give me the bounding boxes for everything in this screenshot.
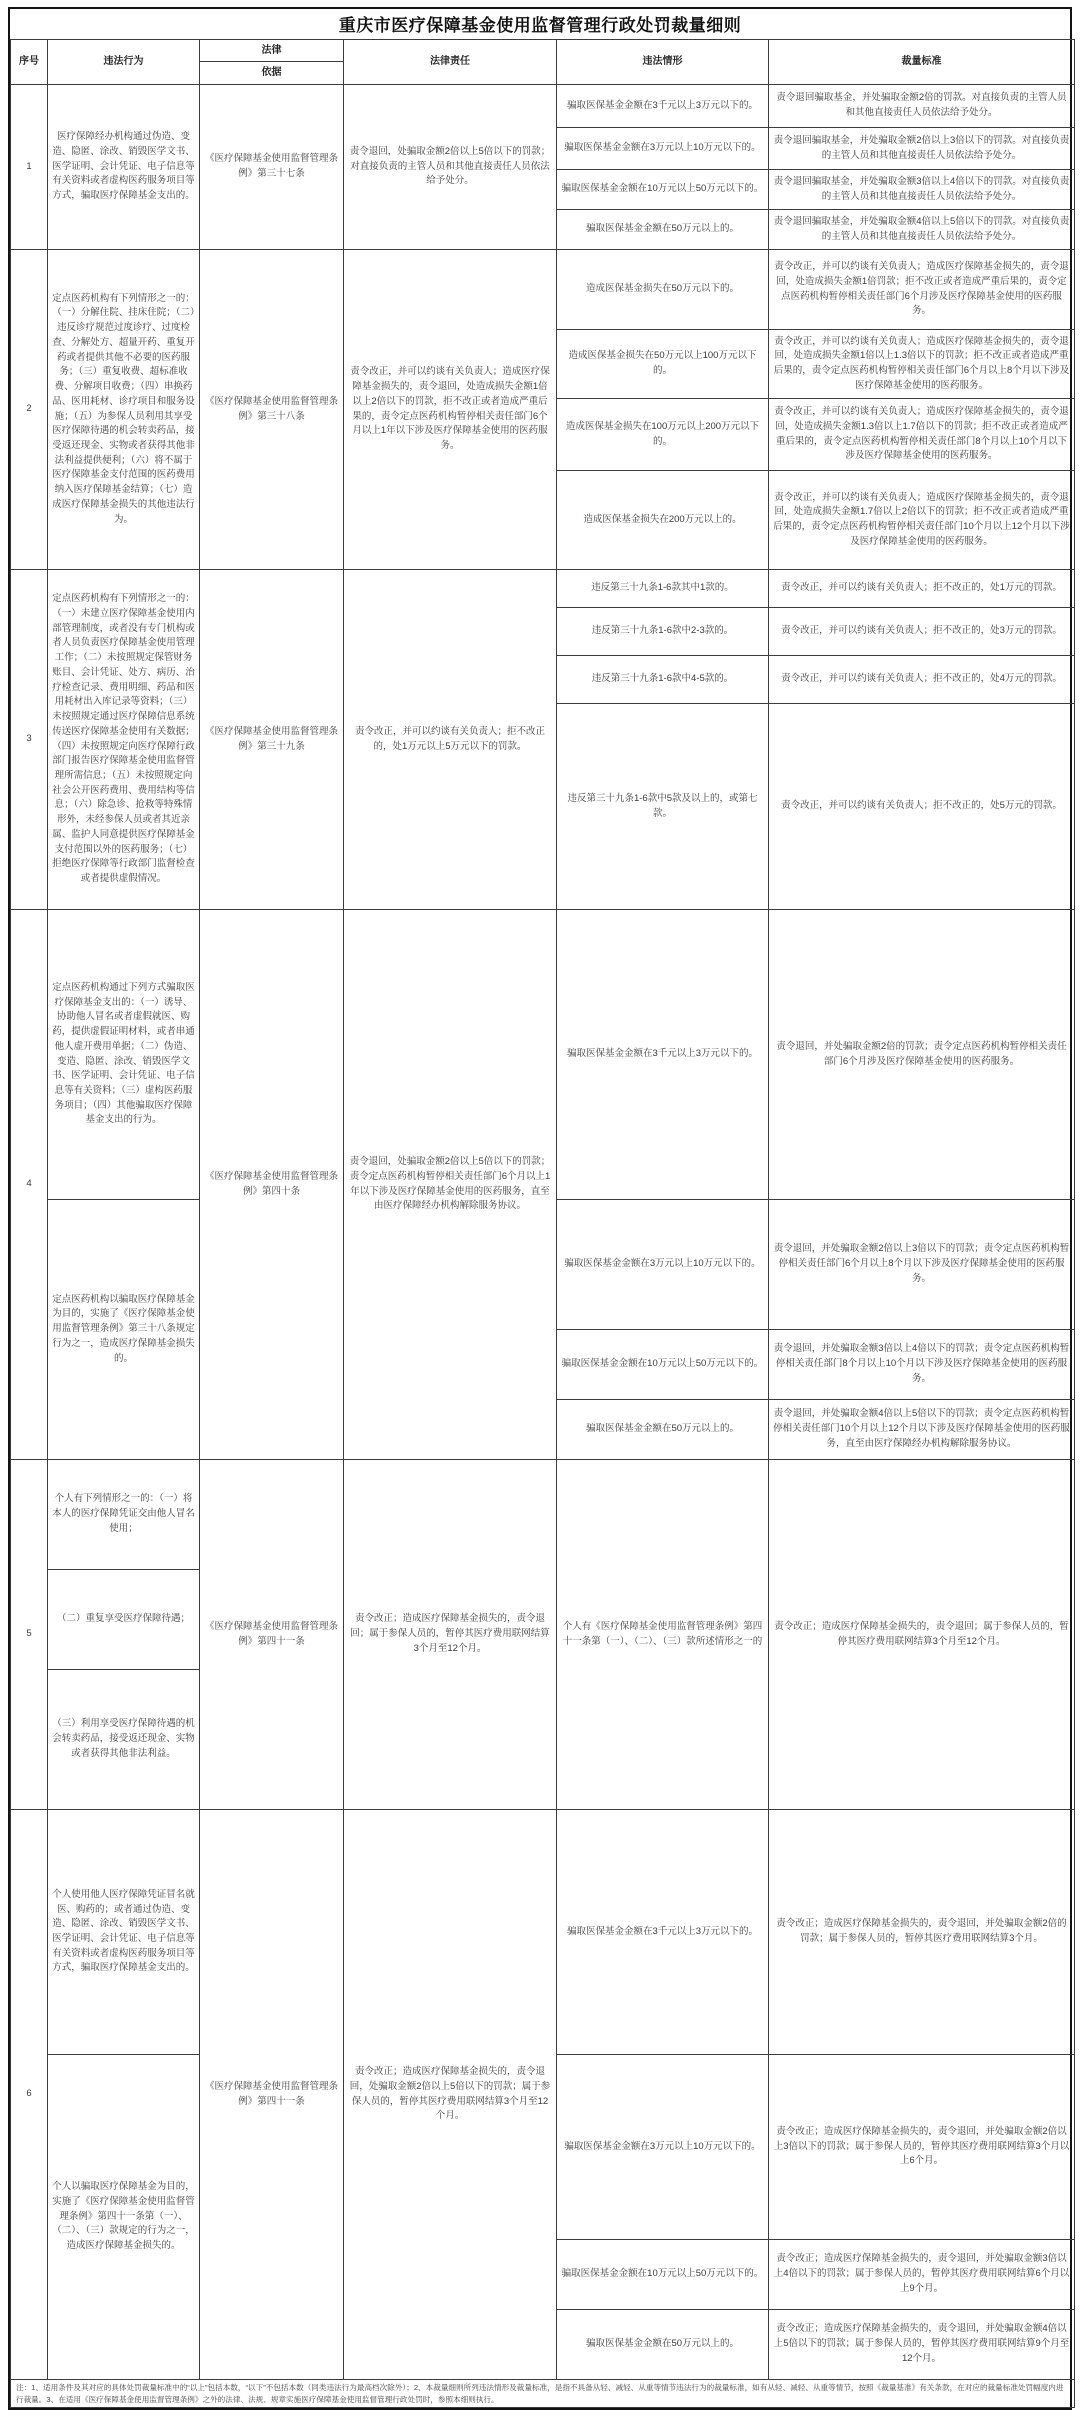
header-basis-bottom: 依据 — [200, 62, 344, 85]
row1-standard-2: 责令退回骗取基金，并处骗取金额2倍以上3倍以下的罚款。对直接负责的主管人员和其他直接责任人员依法给予处分。 — [769, 128, 1075, 170]
row6-behavior-2: 个人以骗取医疗保障基金为目的，实施了《医疗保障基金使用监督管理条例》第四十一条第（一）、（二）、（三）款规定的行为之一，造成医疗保障基金损失的。 — [48, 2055, 200, 2380]
row4-circumstance-3: 骗取医保基金金额在10万元以上50万元以下的。 — [557, 1330, 769, 1400]
row1-circumstance-3: 骗取医保基金金额在10万元以上50万元以下的。 — [557, 170, 769, 210]
row1-circumstance-1: 骗取医保基金金额在3千元以上3万元以下的。 — [557, 85, 769, 128]
row1-behavior: 医疗保障经办机构通过伪造、变造、隐匿、涂改、销毁医学文书、医学证明、会计凭证、电子信息等有关资料或者虚构医药服务项目等方式，骗取医疗保障基金支出的。 — [48, 85, 200, 250]
row4-circumstance-4: 骗取医保基金金额在50万元以上的。 — [557, 1400, 769, 1460]
row3-standard-1: 责令改正，并可以约谈有关负责人；拒不改正的，处1万元的罚款。 — [769, 570, 1075, 608]
row4-behavior-1: 定点医药机构通过下列方式骗取医疗保障基金支出的：（一）诱导、协助他人冒名或者虚假就医、购药，提供虚假证明材料，或者串通他人虚开费用单据；（二）伪造、变造、隐匿、涂改、销毁医学文书、医学证明、会计凭证、电子信息等有关资料；（三）虚构医药服务项目；（四）其他骗取医疗保障基金支出的行为。 — [48, 910, 200, 1200]
penalty-discretion-table — [10, 39, 1075, 2408]
row2-circumstance-1: 造成医保基金损失在50万元以下的。 — [557, 250, 769, 330]
header-behavior: 违法行为 — [48, 40, 200, 85]
row2-standard-4: 责令改正，并可以约谈有关负责人；造成医疗保障基金损失的，责令退回，处造成损失金额1.7倍以上2倍以下的罚款；拒不改正或者造成严重后果的，责令定点医药机构暂停相关责任部门10个月以上12个月以下涉及医疗保障基金使用的医药服务。 — [769, 471, 1075, 570]
row6-standard-3: 责令改正；造成医疗保障基金损失的，责令退回，并处骗取金额3倍以上4倍以下的罚款；属于参保人员的，暂停其医疗费用联网结算6个月以上9个月。 — [769, 2240, 1075, 2310]
row4-seq: 4 — [11, 910, 48, 1460]
row6-liability: 责令改正；造成医疗保障基金损失的，责令退回，处骗取金额2倍以上5倍以下的罚款；属于参保人员的，暂停其医疗费用联网结算3个月至12个月。 — [344, 1810, 557, 2380]
row1-basis: 《医疗保障基金使用监督管理条例》第三十七条 — [200, 85, 344, 250]
row4-behavior-2: 定点医药机构以骗取医疗保障基金为目的，实施了《医疗保障基金使用监督管理条例》第三十八条规定行为之一，造成医疗保障基金损失的。 — [48, 1200, 200, 1460]
row6-seq: 6 — [11, 1810, 48, 2380]
row5-behavior-1: 个人有下列情形之一的：（一）将本人的医疗保障凭证交由他人冒名使用； — [48, 1460, 200, 1570]
row4-circumstance-2: 骗取医保基金金额在3万元以上10万元以下的。 — [557, 1200, 769, 1330]
page-title: 重庆市医疗保障基金使用监督管理行政处罚裁量细则 — [338, 16, 742, 35]
row3-circumstance-3: 违反第三十九条1-6款中4-5款的。 — [557, 656, 769, 704]
row4-standard-3: 责令退回，并处骗取金额3倍以上4倍以下的罚款；责令定点医药机构暂停相关责任部门8个月以上10个月以下涉及医疗保障基金使用的医药服务。 — [769, 1330, 1075, 1400]
row4-standard-2: 责令退回，并处骗取金额2倍以上3倍以下的罚款；责令定点医药机构暂停相关责任部门6个月以上8个月以下涉及医疗保障基金使用的医药服务。 — [769, 1200, 1075, 1330]
row6-standard-2: 责令改正；造成医疗保障基金损失的，责令退回，并处骗取金额2倍以上3倍以下的罚款；属于参保人员的，暂停其医疗费用联网结算3个月以上6个月。 — [769, 2055, 1075, 2240]
row5-basis: 《医疗保障基金使用监督管理条例》第四十一条 — [200, 1460, 344, 1810]
row6-circumstance-2: 骗取医保基金金额在3万元以上10万元以下的。 — [557, 2055, 769, 2240]
row2-basis: 《医疗保障基金使用监督管理条例》第三十八条 — [200, 250, 344, 570]
table-sheet — [8, 7, 1072, 2410]
row2-standard-3: 责令改正，并可以约谈有关负责人；造成医疗保障基金损失的，责令退回，处造成损失金额1.3倍以上1.7倍以下的罚款；拒不改正或者造成严重后果的，责令定点医药机构暂停相关责任部门8个月以上10个月以下涉及医疗保障基金使用的医药服务。 — [769, 399, 1075, 471]
row3-standard-2: 责令改正，并可以约谈有关负责人；拒不改正的，处3万元的罚款。 — [769, 608, 1075, 656]
row1-seq: 1 — [11, 85, 48, 250]
row2-circumstance-3: 造成医保基金损失在100万元以上200万元以下的。 — [557, 399, 769, 471]
row1-liability: 责令退回，处骗取金额2倍以上5倍以下的罚款；对直接负责的主管人员和其他直接责任人员依法给予处分。 — [344, 85, 557, 250]
row5-standard-1: 责令改正；造成医疗保障基金损失的，责令退回；属于参保人员的，暂停其医疗费用联网结算3个月至12个月。 — [769, 1460, 1075, 1810]
row5-liability: 责令改正；造成医疗保障基金损失的，责令退回；属于参保人员的，暂停其医疗费用联网结算3个月至12个月。 — [344, 1460, 557, 1810]
row1-standard-4: 责令退回骗取基金，并处骗取金额4倍以上5倍以下的罚款。对直接负责的主管人员和其他直接责任人员依法给予处分。 — [769, 210, 1075, 250]
row1-standard-3: 责令退回骗取基金，并处骗取金额3倍以上4倍以下的罚款。对直接负责的主管人员和其他直接责任人员依法给予处分。 — [769, 170, 1075, 210]
row3-behavior: 定点医药机构有下列情形之一的：（一）未建立医疗保障基金使用内部管理制度，或者没有专门机构或者人员负责医疗保障基金使用管理工作；（二）未按照规定保管财务账目、会计凭证、处方、病历、治疗检查记录、费用明细、药品和医用耗材出入库记录等资料；（三）未按照规定通过医疗保障信息系统传送医疗保障基金使用有关数据；（四）未按照规定向医疗保障行政部门报告医疗保障基金使用监督管理所需信息；（五）未按照规定向社会公开医药费用、费用结构等信息；（六）除急诊、抢救等特殊情形外，未经参保人员或者其近亲属、监护人同意提供医疗保障基金支付范围以外的医药服务；（七）拒绝医疗保障等行政部门监督检查或者提供虚假情况。 — [48, 570, 200, 910]
row3-liability: 责令改正，并可以约谈有关负责人；拒不改正的，处1万元以上5万元以下的罚款。 — [344, 570, 557, 910]
row2-seq: 2 — [11, 250, 48, 570]
row6-circumstance-3: 骗取医保基金金额在10万元以上50万元以下的。 — [557, 2240, 769, 2310]
row3-circumstance-1: 违反第三十九条1-6款其中1款的。 — [557, 570, 769, 608]
row2-circumstance-2: 造成医保基金损失在50万元以上100万元以下的。 — [557, 330, 769, 399]
header-seq: 序号 — [11, 40, 48, 85]
row5-circumstance-1: 个人有《医疗保障基金使用监督管理条例》第四十一条第（一）、（二）、（三）款所述情形之一的 — [557, 1460, 769, 1810]
row6-behavior-1: 个人使用他人医疗保障凭证冒名就医、购药的；或者通过伪造、变造、隐匿、涂改、销毁医学文书、医学证明、会计凭证、电子信息等有关资料或者虚构医药服务项目等方式，骗取医疗保障基金支出的。 — [48, 1810, 200, 2055]
row1-circumstance-4: 骗取医保基金金额在50万元以上的。 — [557, 210, 769, 250]
row3-circumstance-4: 违反第三十九条1-6款中5款及以上的，或第七款。 — [557, 704, 769, 910]
row6-circumstance-1: 骗取医保基金金额在3千元以上3万元以下的。 — [557, 1810, 769, 2055]
row4-basis: 《医疗保障基金使用监督管理条例》第四十条 — [200, 910, 344, 1460]
header-standard: 裁量标准 — [769, 40, 1075, 85]
row4-standard-1: 责令退回，并处骗取金额2倍的罚款；责令定点医药机构暂停相关责任部门6个月涉及医疗保障基金使用的医药服务。 — [769, 910, 1075, 1200]
row2-standard-1: 责令改正，并可以约谈有关负责人；造成医疗保障基金损失的，责令退回，处造成损失金额1倍罚款；拒不改正或者造成严重后果的，责令定点医药机构暂停相关责任部门6个月涉及医疗保障基金使用的医药服务。 — [769, 250, 1075, 330]
header-basis-top: 法律 — [200, 40, 344, 62]
row6-standard-4: 责令改正；造成医疗保障基金损失的，责令退回，并处骗取金额4倍以上5倍以下的罚款；属于参保人员的，暂停其医疗费用联网结算9个月至12个月。 — [769, 2310, 1075, 2380]
header-liability: 法律责任 — [344, 40, 557, 85]
row2-circumstance-4: 造成医保基金损失在200万元以上的。 — [557, 471, 769, 570]
row2-liability: 责令改正，并可以约谈有关负责人；造成医疗保障基金损失的，责令退回，处造成损失金额1倍以上2倍以下的罚款，拒不改正或者造成严重后果的，责令定点医药机构暂停相关责任部门6个月以上1年以下涉及医疗保障基金使用的医药服务。 — [344, 250, 557, 570]
row3-standard-3: 责令改正，并可以约谈有关负责人；拒不改正的，处4万元的罚款。 — [769, 656, 1075, 704]
row3-basis: 《医疗保障基金使用监督管理条例》第三十九条 — [200, 570, 344, 910]
footnote-text: 注：1、适用条件及其对应的具体处罚裁量标准中的“以上”包括本数，“以下”不包括本数（同类违法行为最高档次除外）；2、本裁量细则所列违法情形及裁量标准，是指不具备从轻、减轻、从重等情节违法行为的裁量标准，如有从轻、减轻、从重等情节，按照《裁量基准》有关条款，在对应的裁量标准处罚幅度内进行裁量。3、在适用《医疗保障基金使用监督管理条例》之外的法律、法规、规章实施医疗保障基金使用监督管理行政处罚时，参照本细则执行。 — [11, 2380, 1075, 2408]
row6-basis: 《医疗保障基金使用监督管理条例》第四十一条 — [200, 1810, 344, 2380]
row1-circumstance-2: 骗取医保基金金额在3万元以上10万元以下的。 — [557, 128, 769, 170]
row6-circumstance-4: 骗取医保基金金额在50万元以上的。 — [557, 2310, 769, 2380]
row5-seq: 5 — [11, 1460, 48, 1810]
row3-standard-4: 责令改正，并可以约谈有关负责人；拒不改正的，处5万元的罚款。 — [769, 704, 1075, 910]
row6-standard-1: 责令改正；造成医疗保障基金损失的，责令退回，并处骗取金额2倍的罚款；属于参保人员的，暂停其医疗费用联网结算3个月。 — [769, 1810, 1075, 2055]
row3-seq: 3 — [11, 570, 48, 910]
row1-standard-1: 责令退回骗取基金，并处骗取金额2倍的罚款。对直接负责的主管人员和其他直接责任人员依法给予处分。 — [769, 85, 1075, 128]
row2-behavior: 定点医药机构有下列情形之一的：（一）分解住院、挂床住院；（二）违反诊疗规范过度诊疗、过度检查、分解处方、超量开药、重复开药或者提供其他不必要的医药服务；（三）重复收费、超标准收费、分解项目收费；（四）串换药品、医用耗材、诊疗项目和服务设施；（五）为参保人员利用其享受医疗保障待遇的机会转卖药品，接受返还现金、实物或者获得其他非法利益提供便利；（六）将不属于医疗保障基金支付范围的医药费用纳入医疗保障基金结算；（七）造成医疗保障基金损失的其他违法行为。 — [48, 250, 200, 570]
header-circumstance: 违法情形 — [557, 40, 769, 85]
row5-behavior-2: （二）重复享受医疗保障待遇； — [48, 1570, 200, 1670]
row4-circumstance-1: 骗取医保基金金额在3千元以上3万元以下的。 — [557, 910, 769, 1200]
row4-liability: 责令退回，处骗取金额2倍以上5倍以下的罚款；责令定点医药机构暂停相关责任部门6个月以上1年以下涉及医疗保障基金使用的医药服务，直至由医疗保障经办机构解除服务协议。 — [344, 910, 557, 1460]
row4-standard-4: 责令退回，并处骗取金额4倍以上5倍以下的罚款；责令定点医药机构暂停相关责任部门10个月以上12个月以下涉及医疗保障基金使用的医药服务，直至由医疗保障经办机构解除服务协议。 — [769, 1400, 1075, 1460]
row3-circumstance-2: 违反第三十九条1-6款中2-3款的。 — [557, 608, 769, 656]
row2-standard-2: 责令改正，并可以约谈有关负责人；造成医疗保障基金损失的，责令退回，处造成损失金额1倍以上1.3倍以下的罚款；拒不改正或者造成严重后果的，责令定点医药机构暂停相关责任部门6个月以上8个月以下涉及医疗保障基金使用的医药服务。 — [769, 330, 1075, 399]
row5-behavior-3: （三）利用享受医疗保障待遇的机会转卖药品，接受返还现金、实物或者获得其他非法利益。 — [48, 1670, 200, 1810]
